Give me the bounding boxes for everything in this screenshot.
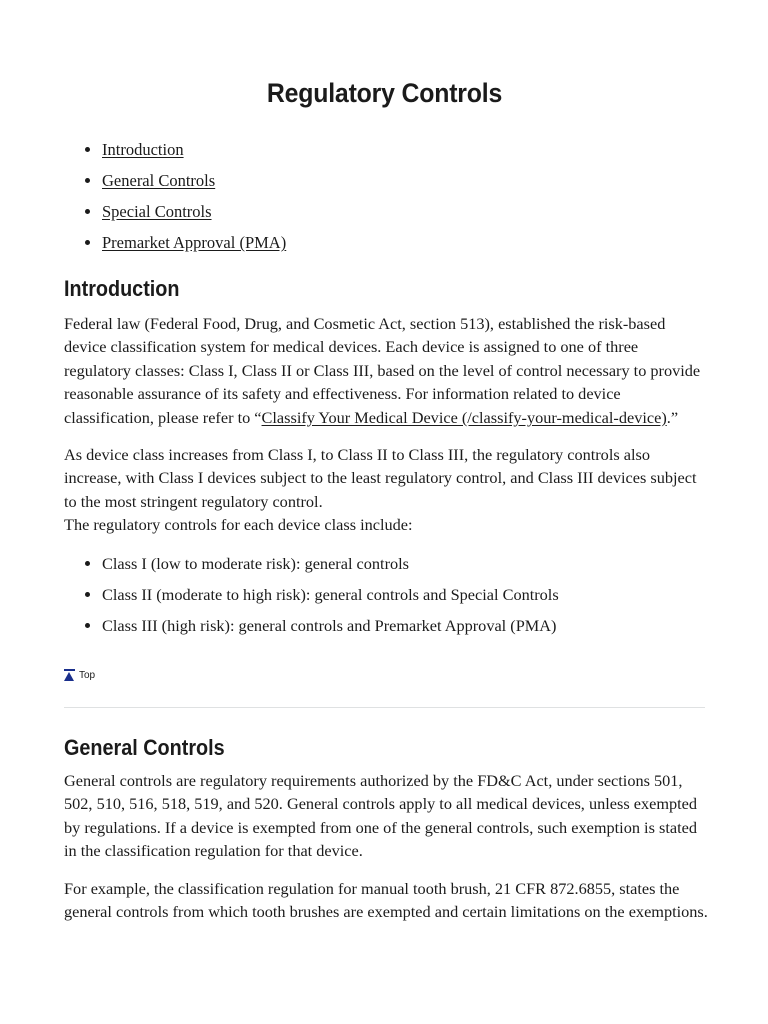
toc-item-special-controls [102, 201, 286, 232]
introduction-heading: Introduction [64, 276, 180, 301]
back-to-top-label: Top [79, 669, 96, 681]
general-controls-paragraph-1: General controls are regulatory requirements authorized by the FD&C Act, under sections 501, 502, 510, 516, 518, 519, and 520. General controls apply to all medical devices, unless exempted by regulations. If a device is exempted from one of the general controls, such exemption is stated in the classification regulation for that device. [64, 771, 698, 861]
toc-link-special-controls[interactable]: Special Controls [102, 202, 212, 221]
introduction-paragraph-2 [64, 443, 709, 537]
table-of-contents [64, 139, 286, 263]
toc-link-general-controls[interactable]: General Controls [102, 171, 216, 190]
device-class-list [64, 553, 559, 646]
introduction-text-end: .” [666, 407, 679, 427]
toc-link-pma[interactable]: Premarket Approval (PMA) [102, 233, 287, 252]
toc-item-pma [102, 232, 286, 263]
controls-include-text: The regulatory controls for each device class include: [64, 515, 413, 535]
list-item-class-2: • Class II (moderate to high risk): general controls and Special Controls [102, 584, 559, 615]
introduction-paragraph-1 [64, 312, 709, 429]
toc-item-introduction [102, 139, 286, 170]
back-to-top-link[interactable] [64, 669, 95, 681]
list-item-class-3: • Class III (high risk): general controls and Premarket Approval (PMA) [102, 615, 559, 646]
arrow-up-to-top-icon [64, 669, 75, 681]
general-controls-heading: General Controls [64, 735, 225, 760]
general-controls-paragraph-2: For example, the classification regulation for manual tooth brush, 21 CFR 872.6855, states the general controls from which tooth brushes are exempted and certain limitations on the exemptions. [64, 879, 708, 922]
list-item-class-1: • Class I (low to moderate risk): general controls [102, 553, 559, 584]
toc-link-introduction[interactable]: Introduction [102, 140, 184, 159]
class-increase-text: As device class increases from Class I, to Class II to Class III, the regulatory controls also increase, with Class I devices subject to the least regulatory control, and Class III devices subject to the most stringent regulatory control. [64, 445, 697, 511]
page-title: Regulatory Controls [266, 78, 503, 108]
section-divider [64, 707, 705, 708]
introduction-text: Federal law (Federal Food, Drug, and Cosmetic Act, section 513), established the risk-based device classification system for medical devices. Each device is assigned to one of three regulatory classes: Class I, Class II or Class III, based on the level of control necessary to provide reasonable assurance of its safety and effectiveness. For information related to device classification, please refer to “ [64, 314, 701, 427]
toc-item-general-controls [102, 170, 286, 201]
classify-device-link[interactable]: Classify Your Medical Device (/classify-your-medical-device) [261, 407, 667, 427]
